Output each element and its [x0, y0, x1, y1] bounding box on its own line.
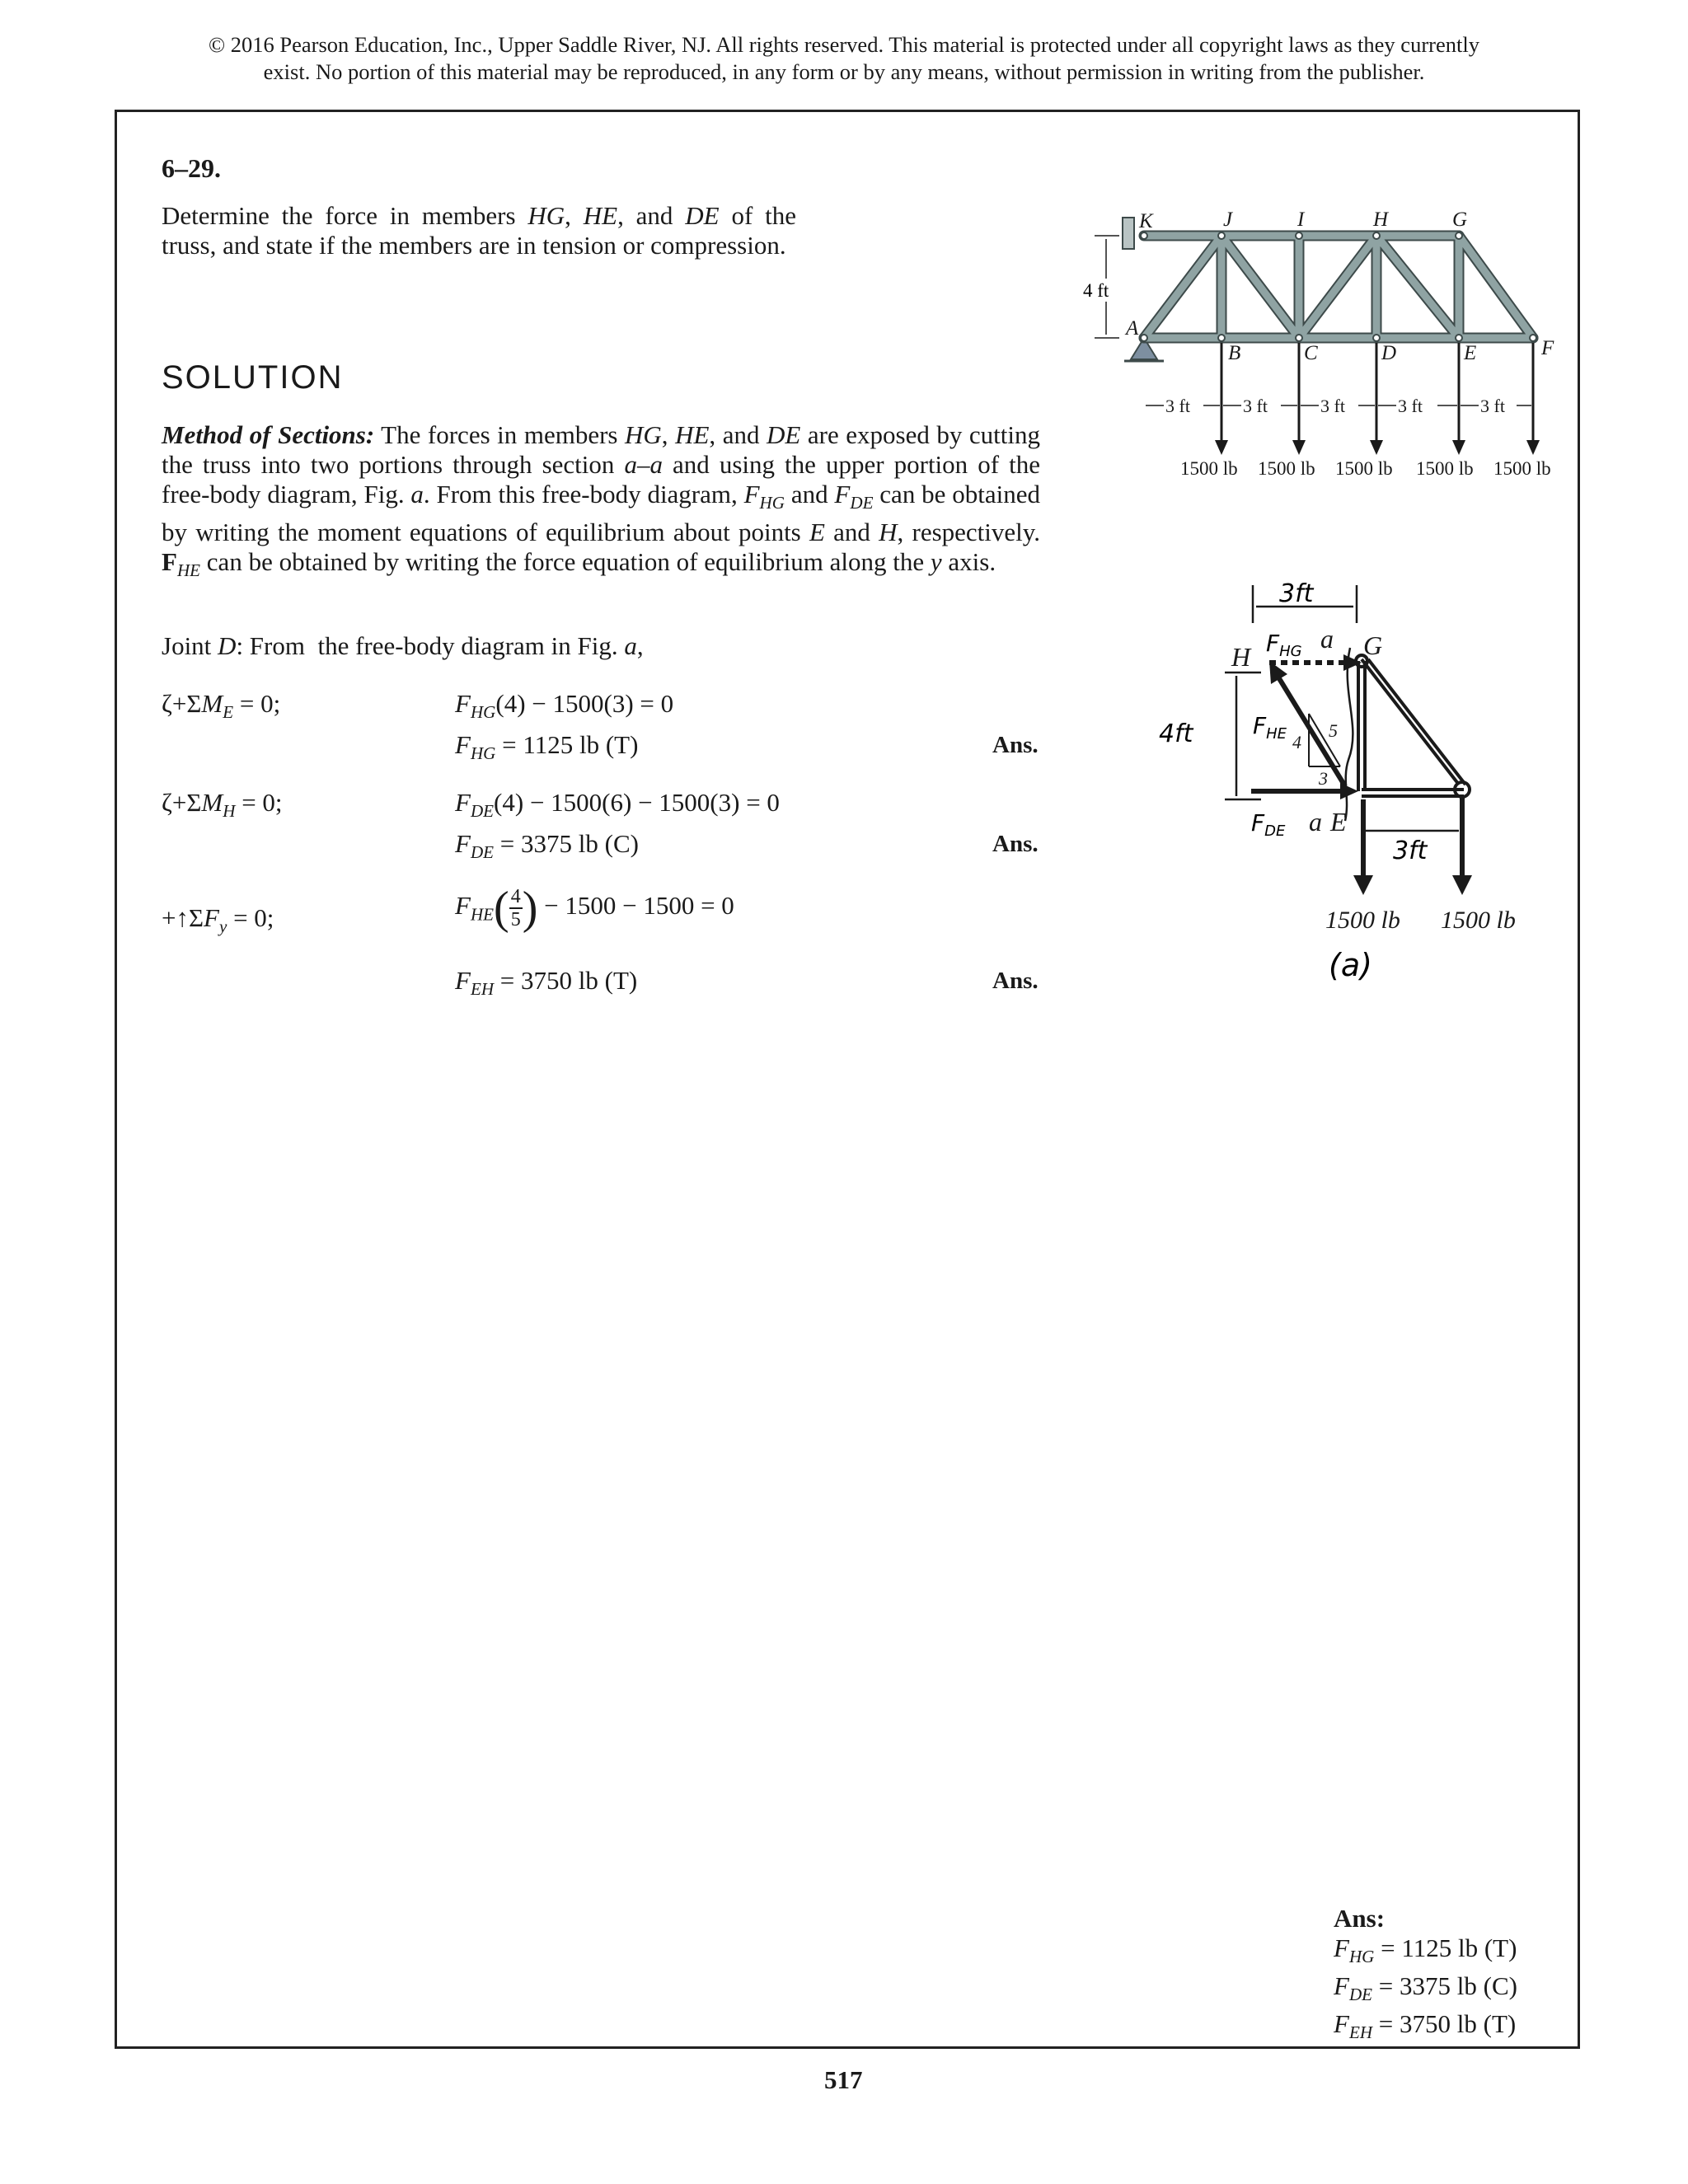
spacing-label-3: 3 ft [1320, 396, 1345, 416]
joint-label-j: J [1223, 209, 1233, 231]
joint-label-c: C [1304, 342, 1318, 364]
method-label: Method of Sections: [162, 420, 375, 449]
spacing-label-5: 3 ft [1480, 396, 1505, 416]
result-fde: $F_{DE} = 3375$ lb (C) [455, 829, 639, 863]
ans-label-3: Ans. [992, 968, 1039, 994]
free-body-diagram [1154, 569, 1582, 997]
fbd-load-arrowheads [1353, 875, 1472, 895]
method-paragraph: Method of Sections: The forces in members HG, HE, and DE are exposed by cutting the truss into two portions through section a–a and using the upper portion of the free-body diagram, Fig. a. From this free-body diagram, $F_{HG}$ and $F_{DE}$ can be obtained by writing the moment equations of equilibrium about points E and H, respectively. $F_{HE}$ can be obtained by writing the force equation of equilibrium along the y axis. [162, 420, 1041, 581]
truss-figure [1071, 198, 1582, 478]
top-span-label: 3ft [1279, 579, 1314, 608]
page-number: 517 [824, 2065, 863, 2094]
fbd-joint-e: E [1330, 807, 1347, 837]
final-answer-fde: $F_{DE} = 3375$ lb (C) [1334, 1971, 1517, 2005]
wall-support [1123, 218, 1134, 249]
joint-label-f: F [1541, 337, 1554, 359]
problem-number: 6–29. [162, 153, 221, 183]
fbd-load-label-1: 1500 lb [1325, 907, 1400, 934]
joint-label-b: B [1228, 342, 1241, 364]
spacing-label-2: 3 ft [1243, 396, 1268, 416]
fbd-load-label-2: 1500 lb [1441, 907, 1516, 934]
bottom-span-label: 3ft [1393, 837, 1428, 865]
joint-label-i: I [1297, 209, 1305, 231]
load-label-5: 1500 lb [1493, 458, 1551, 478]
ans-label-2: Ans. [992, 831, 1039, 857]
final-answer-fhg: $F_{HG} = 1125$ lb (T) [1334, 1933, 1517, 1967]
joint-label-a: A [1126, 317, 1139, 340]
spacing-label-4: 3 ft [1398, 396, 1423, 416]
equation-moment-e: $F_{HG}(4) - 1500(3) = 0$ [455, 689, 674, 723]
statement-line-2: truss, and state if the members are in tension or compression. [162, 231, 786, 260]
height-label: 4 ft [1083, 280, 1109, 301]
load-label-3: 1500 lb [1335, 458, 1393, 478]
load-arrowheads [1215, 440, 1540, 455]
result-feh: $F_{EH} = 3750$ lb (T) [455, 966, 638, 1000]
problem-statement [162, 201, 796, 260]
final-answers [1334, 1904, 1517, 2048]
equation-condition-moment-e: $\zeta+\Sigma M_E = 0$; [162, 689, 281, 723]
joint-label-d: D [1381, 342, 1397, 364]
equation-force-y: $F_{HE}$( $\frac{4}{5}$ ) − 1500 − 1500 = 0 [455, 883, 734, 934]
equation-condition-force-y: $+↑\Sigma F_y = 0$; [162, 903, 274, 937]
load-label-2: 1500 lb [1258, 458, 1315, 478]
joint-label-k: K [1139, 210, 1153, 232]
ans-label-1: Ans. [992, 732, 1039, 758]
slope-hypotenuse: 5 [1329, 720, 1338, 741]
result-fhg: $F_{HG} = 1125$ lb (T) [455, 730, 639, 764]
section-label-top: a [1320, 624, 1334, 654]
final-answers-label: Ans: [1334, 1904, 1386, 1933]
fde-arrowhead [1340, 783, 1358, 799]
equation-condition-moment-h: $\zeta+\Sigma M_H = 0$; [162, 788, 283, 822]
copyright-line-1: © 2016 Pearson Education, Inc., Upper Saddle River, NJ. All rights reserved. This material is protected under all copyright laws as they currently [209, 32, 1479, 57]
load-arrows [1221, 343, 1533, 445]
left-height-label: 4ft [1159, 719, 1193, 748]
joint-intro: Joint D: From the free-body diagram in Fig. a, [162, 631, 644, 660]
fbd-joint-g: G [1363, 630, 1383, 660]
slope-horizontal: 3 [1319, 768, 1328, 789]
spacing-label-1: 3 ft [1165, 396, 1190, 416]
fde-label: $F_{DE}$ [1251, 809, 1286, 840]
copyright-line-2: exist. No portion of this material may be reproduced, in any form or by any means, without permission in writing from the publisher. [263, 59, 1425, 84]
slope-vertical: 4 [1292, 732, 1301, 752]
truss-portion [1356, 655, 1470, 797]
joint-label-h: H [1373, 209, 1389, 231]
fbd-caption: (a) [1329, 947, 1372, 983]
final-answer-feh: $F_{EH} = 3750$ lb (T) [1334, 2009, 1517, 2043]
equation-moment-h: $F_{DE}(4) - 1500(6) - 1500(3) = 0$ [455, 788, 780, 822]
solution-heading: SOLUTION [162, 359, 344, 396]
load-label-4: 1500 lb [1416, 458, 1474, 478]
joint-label-e: E [1464, 342, 1477, 364]
fbd-joint-h: H [1231, 642, 1251, 672]
joint-label-g: G [1452, 209, 1468, 231]
section-label-bottom: a [1309, 807, 1322, 837]
fhg-label: $F_{HG}$ [1266, 630, 1302, 660]
copyright-notice [91, 31, 1597, 86]
fhe-label: $F_{HE}$ [1253, 712, 1287, 743]
load-label-1: 1500 lb [1180, 458, 1238, 478]
statement-line-1: Determine the force in members HG, HE, and DE of the [162, 201, 797, 230]
